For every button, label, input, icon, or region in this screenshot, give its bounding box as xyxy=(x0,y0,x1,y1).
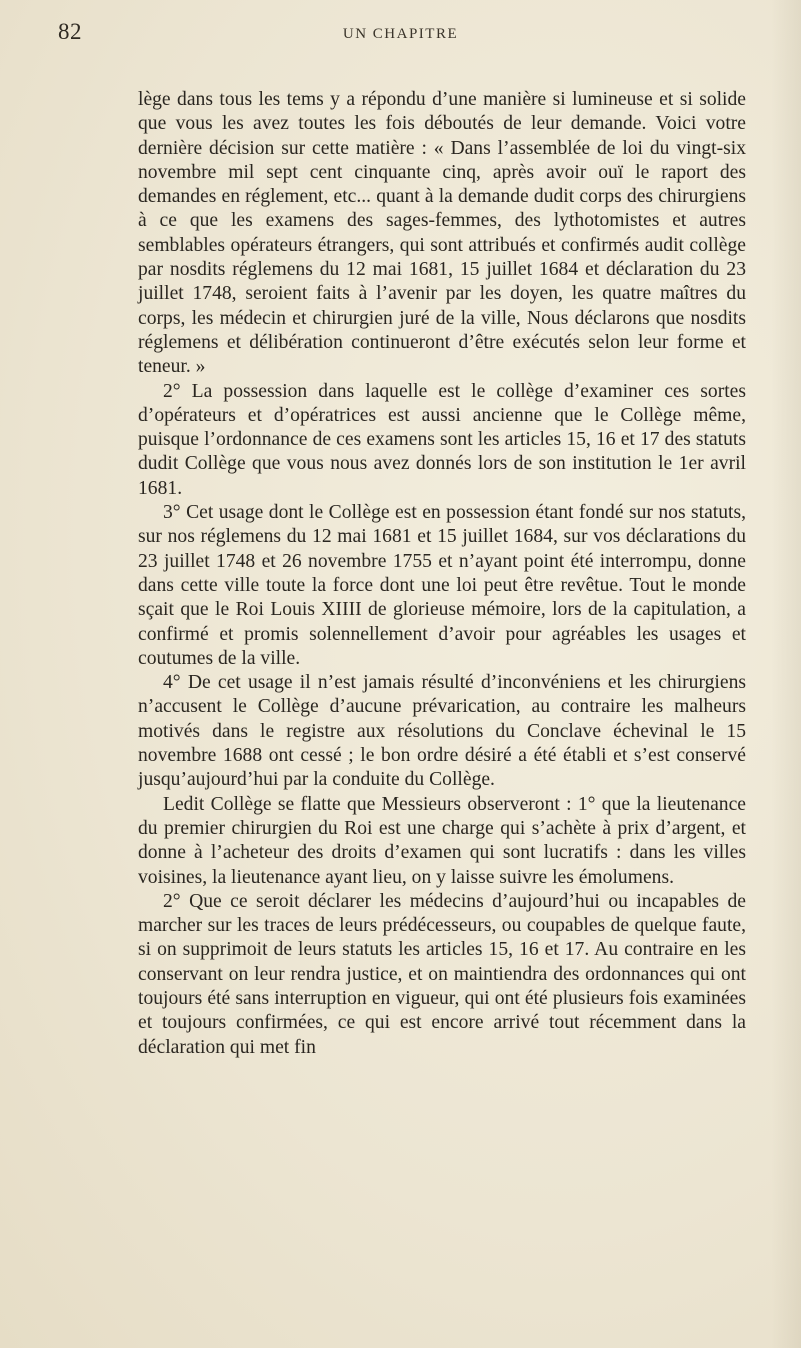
page-number: 82 xyxy=(58,19,82,44)
paragraph-ledit-college: Ledit Collège se flatte que Messieurs observeront : 1° que la lieutenance du premier chirurgien du Roi est une charge qui s’achète à prix d’argent, et donne à l’acheteur des droits d’examen qui sont lucratifs : dans les villes voisines, la lieutenance ayant lieu, on y laisse suivre les émolumens. xyxy=(138,793,746,888)
body-text xyxy=(138,88,746,1060)
paragraph-point-2: 2° La possession dans laquelle est le collège d’examiner ces sortes d’opérateurs et d’opératrices est aussi ancienne que le Collège même, puisque l’ordonnance de ces examens sont les articles 15, 16 et 17 des statuts dudit Collège que vous nous avez donnés lors de son institution le 1er avril 1681. xyxy=(138,380,746,499)
running-title: UN CHAPITRE xyxy=(342,26,459,42)
paragraph-second-point: 2° Que ce seroit déclarer les médecins d’aujourd’hui ou incapables de marcher sur les traces de leurs prédécesseurs, ou coupables de quelque faute, si on supprimoit de leurs statuts les articles 15, 16 et 17. Au contraire en les conservant on leur rendra justice, et on maintiendra des ordonnances qui ont toujours été sans interruption en vigueur, qui ont été plusieurs fois examinées et toujours confirmées, ce qui est encore arrivé tout récemment dans la déclaration qui met fin xyxy=(138,890,746,1058)
paragraph-point-3: 3° Cet usage dont le Collège est en possession étant fondé sur nos statuts, sur nos réglemens du 12 mai 1681 et 15 juillet 1684, sur vos déclarations du 23 juillet 1748 et 26 novembre 1755 et n’ayant point été interrompu, donne dans cette ville toute la force dont une loi peut être revêtue. Tout le monde sçait que le Roi Louis XIIII de glorieuse mémoire, lors de la capitulation, a confirmé et promis solennellement d’avoir pour agréables les usages et coutumes de la ville. xyxy=(138,502,746,669)
page-edge-shadow xyxy=(771,0,801,1348)
paragraph-continuation: lège dans tous les tems y a répondu d’une manière si lumineuse et si solide que vous les avez toutes les fois déboutés de leur demande. Voici votre dernière décision sur cette matière : « Dans l’assemblée de loi du vingt-six novembre mil sept cent cinquante cinq, après avoir ouï le raport des demandes en réglement, etc... quant à la demande dudit corps des chirurgiens à ce que les examens des sages-femmes, des lythotomistes et autres semblables opérateurs étrangers, qui sont attribués et confirmés audit collège par nosdits réglemens du 12 mai 1681, 15 juillet 1684 et déclaration du 23 juillet 1748, seroient faits à l’avenir par les doyen, les quatre maîtres du corps, les médecin et chirurgien juré de la ville, Nous déclarons que nosdits réglemens et délibération continueront d’être exécutés selon leur forme et teneur. » xyxy=(138,89,746,378)
paragraph-point-4: 4° De cet usage il n’est jamais résulté d’inconvéniens et les chirurgiens n’accusent le Collège d’aucune prévarication, au contraire les malheurs motivés dans le registre aux résolutions du Conclave échevinal le 15 novembre 1688 ont cessé ; le bon ordre désiré a été établi et s’est conservé jusqu’aujourd’hui par la conduite du Collège. xyxy=(138,672,746,791)
